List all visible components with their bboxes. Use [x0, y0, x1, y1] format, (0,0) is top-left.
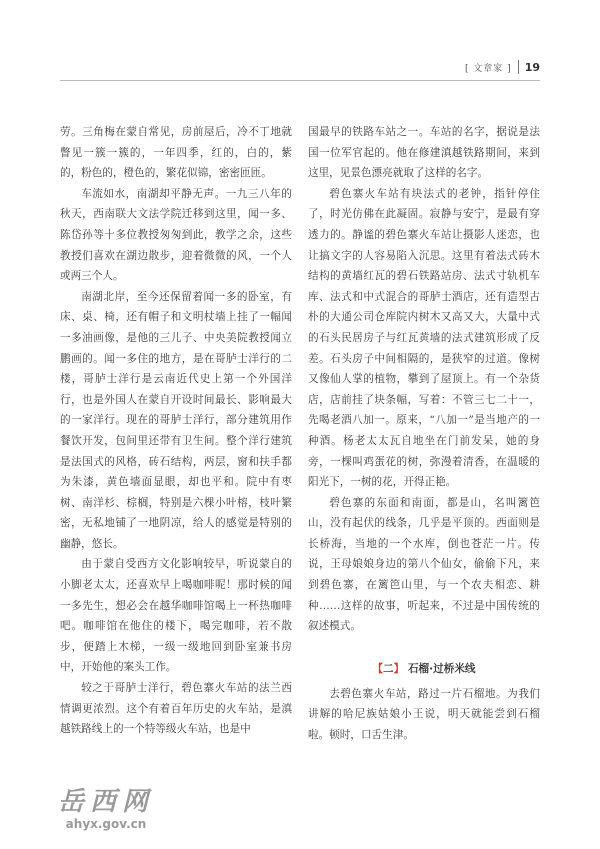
section-subheading — [308, 659, 540, 679]
section-name: [ 文章家 ] — [464, 63, 512, 74]
page-header — [465, 58, 540, 76]
paragraph: 车流如水，南湖却平静无声。一九三八年的秋天，西南联大文法学院迁移到这里，闻一多、陈岱孙等十多位教授匆匆到此，教学之余，这些教授们喜欢在湖边散步，迎着微微的风，一个人或两三个人。 — [60, 187, 292, 283]
header-divider — [518, 60, 519, 74]
left-column — [60, 122, 292, 740]
paragraph: 劳。三角梅在蒙自常见，房前屋后，冷不丁地就瞥见一簇一簇的，一年四季，红的，白的，紫的，粉色的，橙色的，繁花似锦，密密匝匝。 — [60, 126, 292, 180]
paragraph: 由于蒙自受西方文化影响较早，听说蒙自的小脚老太太，还喜欢早上喝咖啡呢！那时候的闻一多先生，想必会在越华咖啡馆喝上一杯热咖啡吧。咖啡馆在他住的楼下，喝完咖啡，若不散步，便踏上木梯，一级一级地回到卧室兼书房中，开始他的案头工作。 — [60, 558, 292, 674]
paragraph: 碧色寨的东面和南面，都是山，名叫篱笆山，没有起伏的线条，几乎是平顶的。西面则是长桥海，当地的一个水库，倒也苍茫一片。传说，王母娘娘身边的第八个仙女，偷偷下凡，来到碧色寨，在篱笆山里，与一个农夫相恋、耕种……这样的故事，听起来，不过是中国传统的叙述模式。 — [308, 496, 540, 633]
page-number: 19 — [524, 60, 540, 74]
paragraph: 较之于哥胪士洋行，碧色寨火车站的法兰西情调更浓烈。这个有着百年历史的火车站，是滇越铁路线上的一个特等级火车站，也是中 — [60, 682, 292, 736]
site-watermark — [46, 787, 166, 831]
paragraph: 去碧色寨火车站，路过一片石榴地。为我们讲解的哈尼族姑娘小王说，明天就能尝到石榴啦。顿时，口舌生津。 — [308, 687, 540, 742]
paragraph: 国最早的铁路车站之一。车站的名字，据说是法国一位军官起的。他在修建滇越铁路期间，来到这里，见景色漂亮就取了这样的名字。 — [308, 126, 540, 180]
watermark-logo: 岳西网 — [57, 787, 154, 817]
subheading-title: 石榴·过桥米线 — [407, 662, 476, 675]
paragraph: 碧色寨火车站有块法式的老钟，指针停住了，时光仿佛在此凝固。寂静与安宁，是最有穿透力的。静谧的碧色寨火车站让摄影人迷恋，也让搞文字的人容易陷入沉思。这里有着法式砖木结构的黄墙红瓦的碧石铁路站房、法式寸轨机车库、法式和中式混合的哥胪士酒店，还有造型古朴的大通公司仓库院内树木又高又大，大量中式的石头民居房子与红瓦黄墙的法式建筑形成了反差。石头房子中间相隔的，是狭窄的过道。像树又像仙人掌的植物，攀到了屋顶上。有一个杂货店，店前挂了块条幅，写着：不管三七二十一，先喝老酒八加一。原来，“八加一”是当地产的一种酒。杨老太太瓦自地坐在门前发呆，她的身旁，一棵叫鸡蛋花的树，弥漫着清香，在温暖的阳光下，一树的花，开得正艳。 — [308, 187, 540, 489]
right-column — [308, 122, 540, 746]
header-rule — [60, 80, 540, 81]
subheading-bracket-close: 】 — [393, 662, 405, 675]
subheading-bracket-open: 【 — [372, 662, 384, 675]
paragraph: 南湖北岸，至今还保留着闻一多的卧室，有床、桌、椅，还有帽子和文明杖墙上挂了一幅闻一多油画像，是他的三儿子、中央美院教授闻立鹏画的。闻一多住的地方，是在哥胪士洋行的二楼，哥胪士洋行是云南近代史上第一个外国洋行，也是外国人在蒙自开设时间最长、影响最大的一家洋行。现在的哥胪士洋行，部分建筑用作餐饮开发，包间里还带有卫生间。整个洋行建筑是法国式的风格，砖石结构，两层，窗和扶手都为朱漆，黄色墙面显眼，却也平和。院中有枣树、南洋杉、棕榈，特别是六棵小叶榕，枝叶繁密，无私地铺了一地阴凉，给人的感觉是特别的幽静，悠长。 — [60, 290, 292, 550]
subheading-number: 二 — [383, 662, 394, 675]
watermark-url: ahyx.gov.cn — [65, 817, 147, 831]
